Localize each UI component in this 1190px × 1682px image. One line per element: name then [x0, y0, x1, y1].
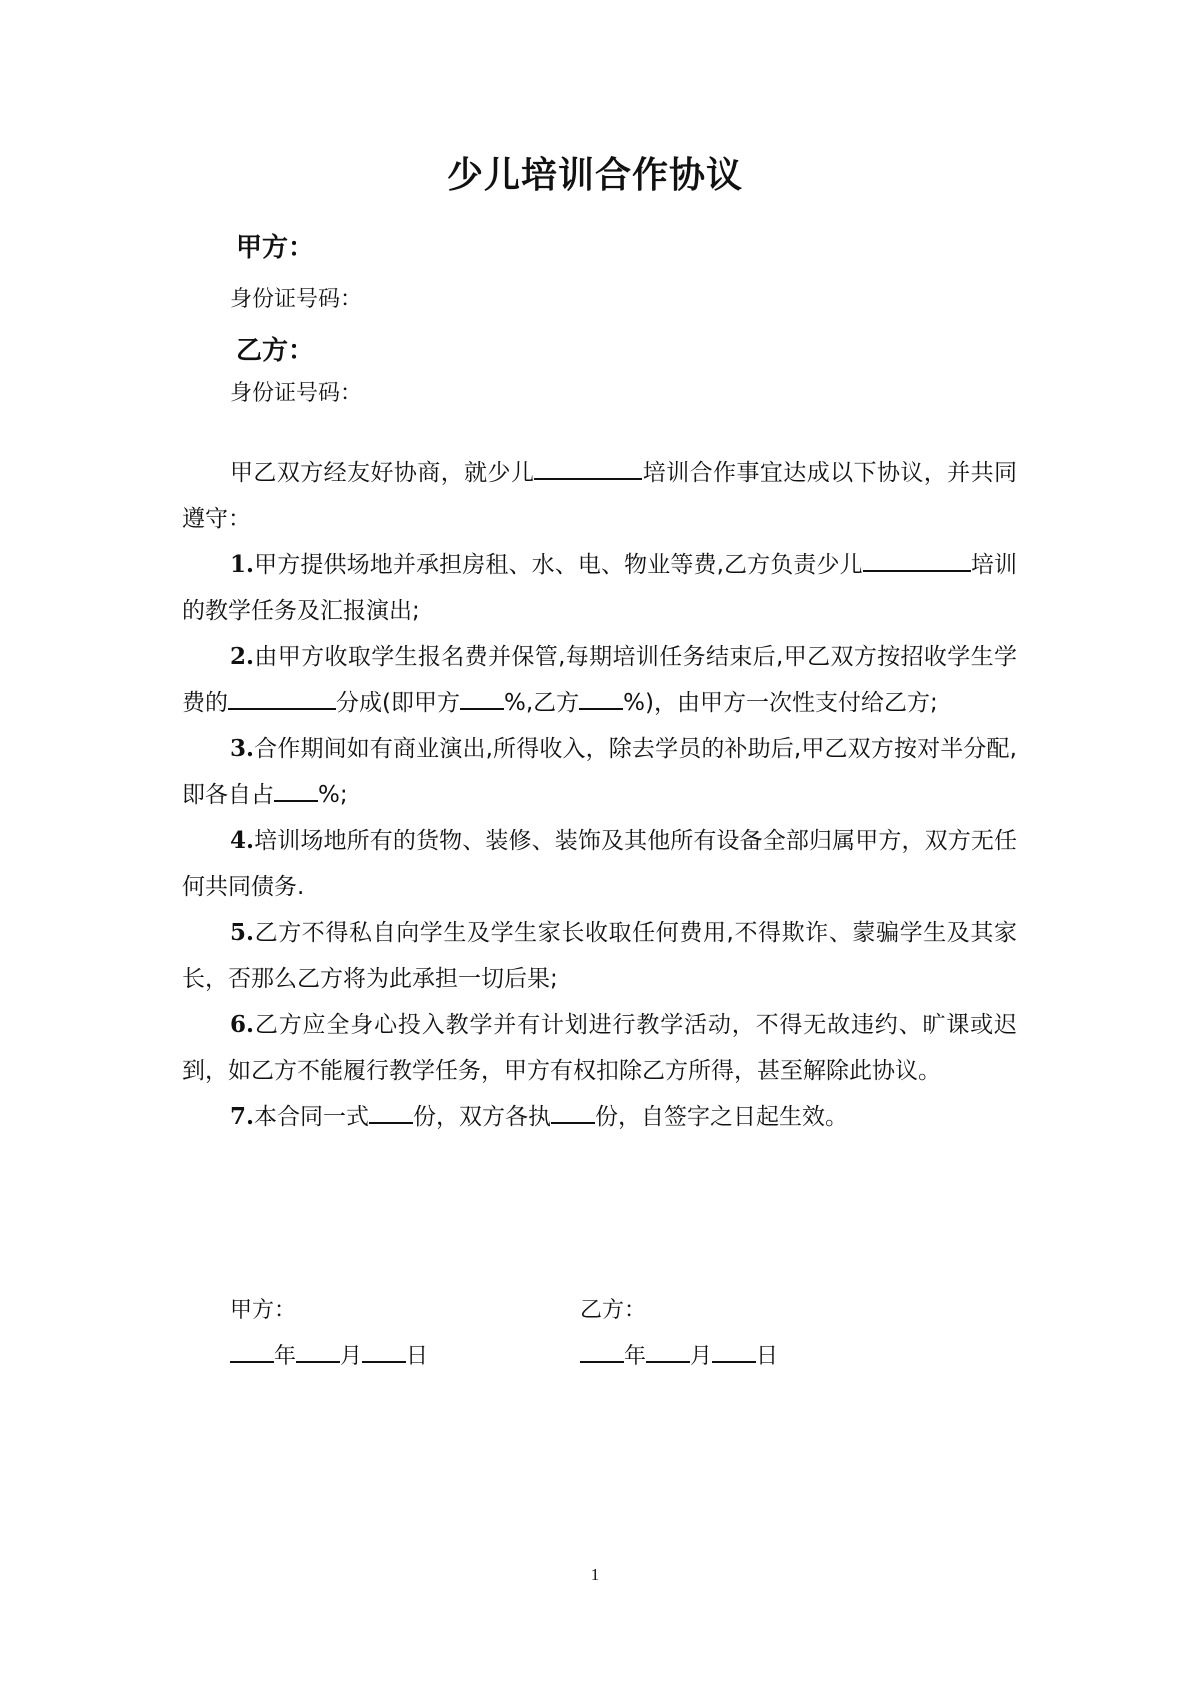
clause-number: 4.: [230, 827, 255, 854]
clause-7: [182, 1094, 1017, 1140]
year-blank: [230, 1343, 274, 1363]
clause-text: 甲方提供场地并承担房租、水、电、物业等费,乙方负责少儿: [254, 552, 863, 578]
ratio-blank: [228, 688, 336, 710]
intro-paragraph: [182, 450, 1017, 542]
clause-text: 合作期间如有商业演出,所得收入，除去学员的补助后,甲乙双方按对半分配,即各自占: [182, 736, 1017, 808]
month-blank: [296, 1343, 340, 1363]
share-percent-blank: [274, 780, 318, 802]
intro-text-2: 培训合作事宜达成以下协议，并共同遵守：: [182, 460, 1018, 532]
party-a-signature: [230, 1288, 428, 1380]
page-number: 1: [590, 1565, 600, 1584]
course-name-blank: [863, 550, 971, 572]
party-a-date-line: [230, 1334, 428, 1380]
month-label: 月: [340, 1344, 363, 1369]
day-label: 日: [756, 1344, 779, 1369]
clause-5: [182, 910, 1017, 1002]
party-a-sign-label: 甲方：: [230, 1298, 297, 1323]
clause-number: 3.: [230, 735, 255, 762]
clause-number: 6.: [230, 1011, 255, 1038]
party-a-id-label: 身份证号码：: [230, 287, 363, 312]
day-blank: [712, 1343, 756, 1363]
clause-1: [182, 542, 1017, 634]
clause-number: 7.: [230, 1103, 255, 1130]
clause-number: 2.: [230, 643, 255, 670]
agreement-body: [182, 450, 1017, 1140]
clause-text: %)，由甲方一次性支付给乙方;: [623, 690, 938, 716]
copies-total-blank: [369, 1102, 413, 1124]
copies-each-blank: [551, 1102, 595, 1124]
clause-text: 乙方不得私自向学生及学生家长收取任何费用,不得欺诈、蒙骗学生及其家长，否那么乙方将为此承担一切后果;: [182, 920, 1017, 992]
clause-4: [182, 818, 1017, 910]
clause-2: [182, 634, 1017, 726]
clause-3: [182, 726, 1017, 818]
clause-text: 本合同一式: [254, 1104, 370, 1130]
clause-text: 由甲方收取学生报名费并保管,每期培训任务结束后,甲乙双方按招收学生学费的: [182, 644, 1017, 716]
month-label: 月: [690, 1344, 713, 1369]
clause-text: 培训场地所有的货物、装修、装饰及其他所有设备全部归属甲方，双方无任何共同债务.: [182, 828, 1017, 900]
clause-text: 分成(即甲方: [336, 690, 460, 716]
course-name-blank: [534, 458, 642, 480]
clause-6: [182, 1002, 1017, 1094]
year-blank: [580, 1343, 624, 1363]
clause-number: 5.: [230, 919, 255, 946]
year-label: 年: [624, 1344, 647, 1369]
intro-text-1: 甲乙双方经友好协商，就少儿: [230, 460, 535, 486]
party-b-date-line: [580, 1334, 778, 1380]
clause-text: %,乙方: [503, 690, 580, 716]
month-blank: [646, 1343, 690, 1363]
clause-text: 乙方应全身心投入教学并有计划进行教学活动，不得无故违约、旷课或迟到，如乙方不能履行教学任务，甲方有权扣除乙方所得，甚至解除此协议。: [182, 1012, 1017, 1084]
clause-text: 份，双方各执: [413, 1104, 552, 1130]
party-a-percent-blank: [460, 688, 504, 710]
party-a-label: 甲方：: [236, 233, 315, 263]
party-b-signature: [580, 1288, 778, 1380]
clause-text: 份，自签字之日起生效。: [595, 1104, 849, 1130]
document-title: 少儿培训合作协议: [446, 155, 743, 196]
day-blank: [362, 1343, 406, 1363]
clause-number: 1.: [230, 551, 255, 578]
clause-text: 培训的教学任务及汇报演出;: [182, 552, 1018, 624]
year-label: 年: [274, 1344, 297, 1369]
party-b-sign-label: 乙方：: [580, 1298, 647, 1323]
day-label: 日: [406, 1344, 429, 1369]
party-b-label: 乙方：: [236, 336, 315, 366]
party-b-percent-blank: [579, 688, 623, 710]
party-b-id-label: 身份证号码：: [230, 381, 363, 406]
clause-text: %;: [318, 782, 348, 808]
